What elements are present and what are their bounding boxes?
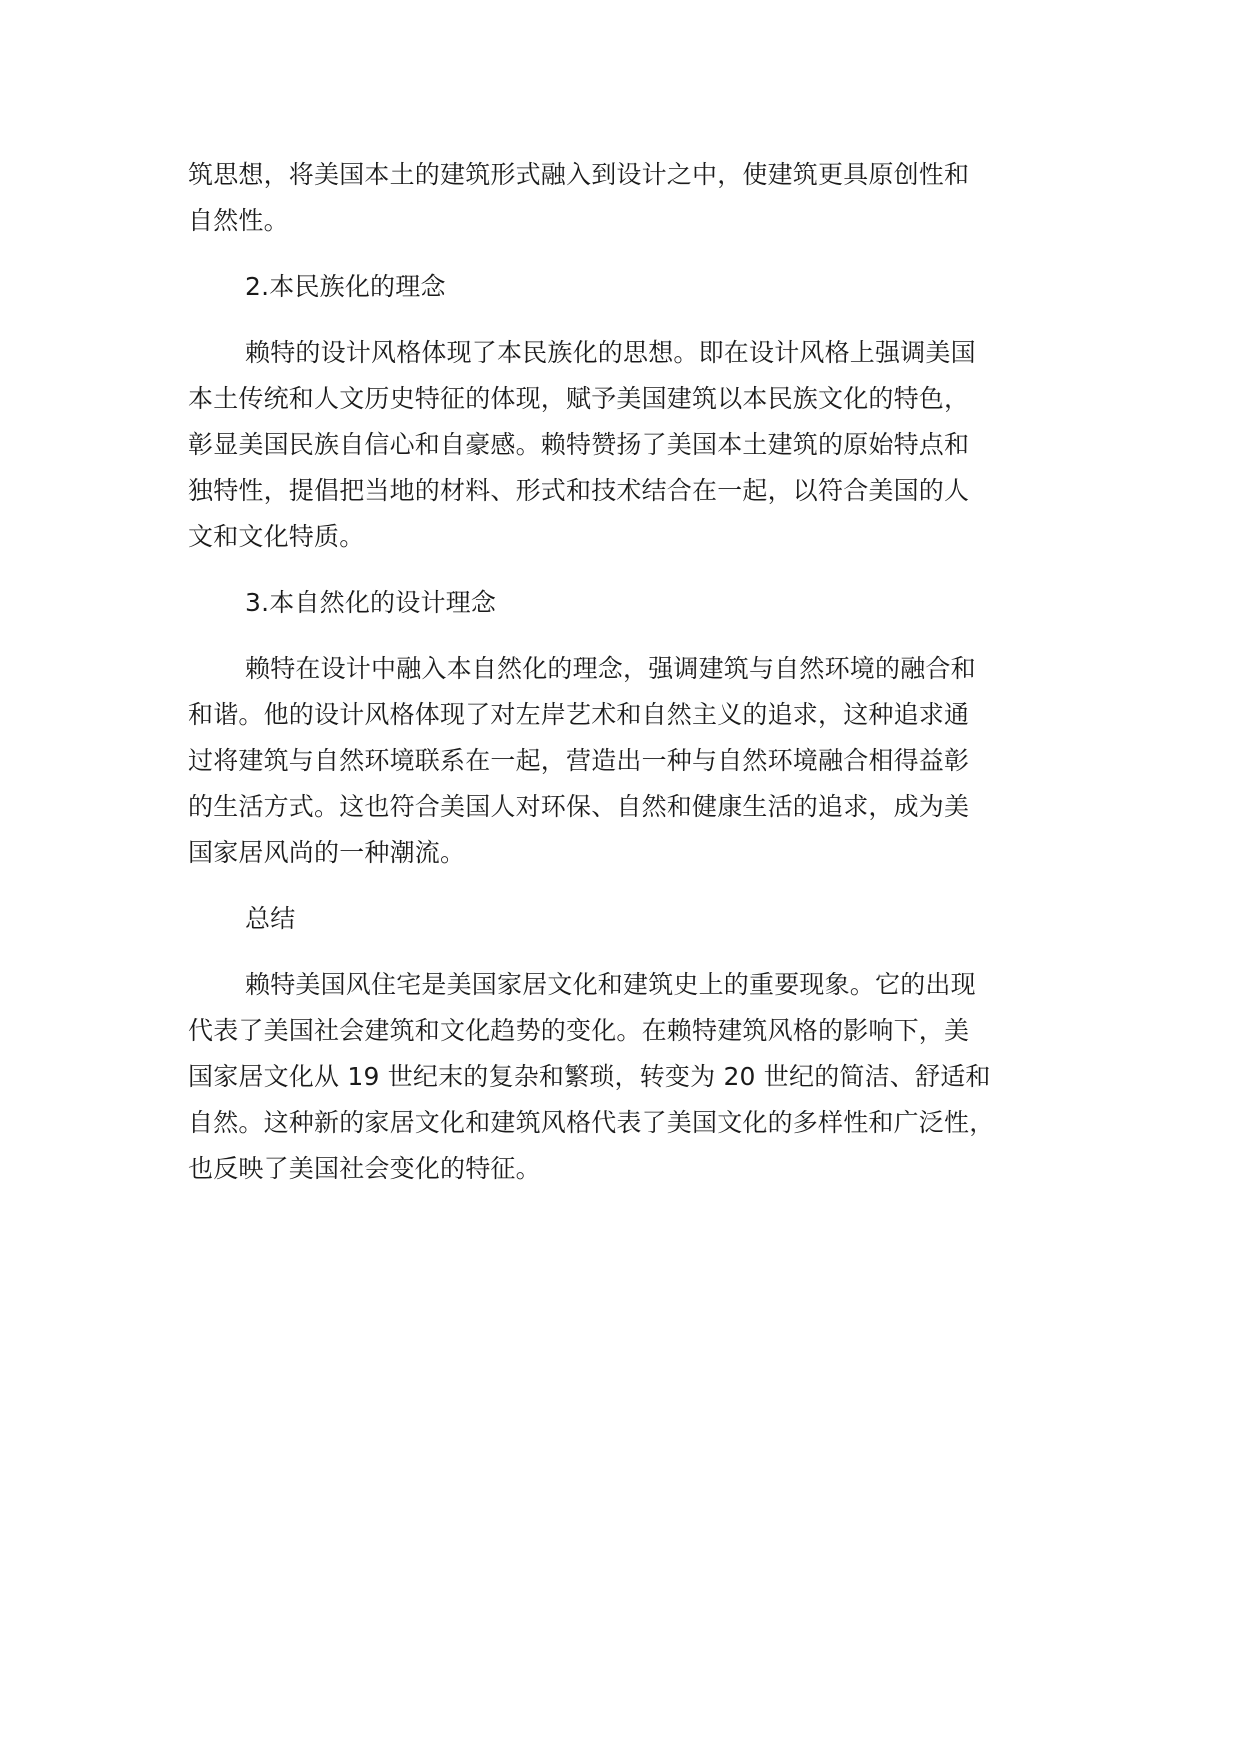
text-line: 本土传统和人文历史特征的体现，赋予美国建筑以本民族文化的特色， [188, 384, 970, 413]
text-line: 独特性，提倡把当地的材料、形式和技术结合在一起，以符合美国的人 [188, 476, 970, 505]
paragraph-nature [188, 646, 1078, 876]
text-line: 自然性。 [188, 206, 289, 235]
text-line: 赖特美国风住宅是美国家居文化和建筑史上的重要现象。它的出现 [245, 970, 976, 999]
text-line: 文和文化特质。 [188, 522, 365, 551]
text-line: 筑思想，将美国本土的建筑形式融入到设计之中，使建筑更具原创性和 [188, 160, 970, 189]
text-line: 和谐。他的设计风格体现了对左岸艺术和自然主义的追求，这种追求通 [188, 700, 970, 729]
paragraph-summary [188, 962, 1078, 1192]
paragraph-intro-continued [188, 152, 1078, 244]
text-line: 代表了美国社会建筑和文化趋势的变化。在赖特建筑风格的影响下，美 [188, 1016, 970, 1045]
text-line: 彰显美国民族自信心和自豪感。赖特赞扬了美国本土建筑的原始特点和 [188, 430, 970, 459]
text-line: 的生活方式。这也符合美国人对环保、自然和健康生活的追求，成为美 [188, 792, 970, 821]
text-line: 赖特的设计风格体现了本民族化的思想。即在设计风格上强调美国 [245, 338, 976, 367]
text-line: 国家居文化从 19 世纪末的复杂和繁琐，转变为 20 世纪的简洁、舒适和 [188, 1062, 991, 1091]
text-line: 国家居风尚的一种潮流。 [188, 838, 466, 867]
text-line: 也反映了美国社会变化的特征。 [188, 1154, 541, 1183]
section-heading-summary: 总结 [245, 904, 296, 933]
document-body [188, 152, 1078, 1192]
paragraph-national [188, 330, 1078, 560]
section-heading-nature: 3.本自然化的设计理念 [245, 588, 497, 617]
text-line: 过将建筑与自然环境联系在一起，营造出一种与自然环境融合相得益彰 [188, 746, 970, 775]
section-heading-national: 2.本民族化的理念 [245, 272, 446, 301]
text-line: 自然。这种新的家居文化和建筑风格代表了美国文化的多样性和广泛性， [188, 1108, 995, 1137]
text-line: 赖特在设计中融入本自然化的理念，强调建筑与自然环境的融合和 [245, 654, 976, 683]
